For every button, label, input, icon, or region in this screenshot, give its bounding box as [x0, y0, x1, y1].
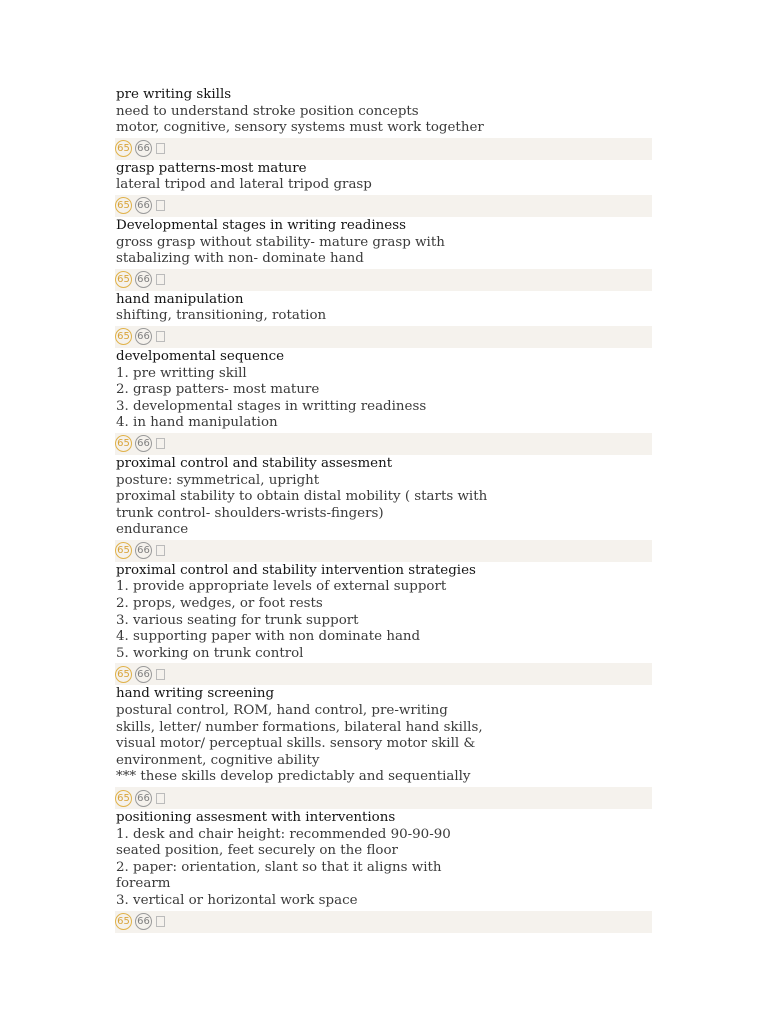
card-definition-line: visual motor/ perceptual skills. sensory motor skill &: [116, 736, 476, 752]
page-badge-65: 65: [115, 140, 132, 157]
card-definition-line: endurance: [116, 522, 189, 538]
flashcard: [0, 563, 768, 686]
missing-glyph-icon: [156, 143, 165, 154]
flashcard-list: [0, 87, 768, 934]
card-definition-line: 3. developmental stages in writting readiness: [116, 398, 427, 414]
missing-glyph-icon: [156, 438, 165, 449]
page-badge-66: 66: [135, 913, 152, 930]
card-definition-line: trunk control- shoulders-wrists-fingers): [116, 505, 384, 521]
card-definition-line: 2. paper: orientation, slant so that it aligns with: [116, 859, 442, 875]
page-badge-66: 66: [135, 328, 152, 345]
card-definition-line: 1. provide appropriate levels of external support: [116, 579, 447, 595]
card-definition-line: postural control, ROM, hand control, pre-writing: [116, 703, 448, 719]
card-definition-line: shifting, transitioning, rotation: [116, 308, 327, 324]
card-definition-line: need to understand stroke position concepts: [116, 103, 419, 119]
card-term: proximal control and stability assesment: [116, 455, 393, 471]
page-badge-65: 65: [115, 328, 132, 345]
page-badge-65: 65: [115, 790, 132, 807]
page-badge-65: 65: [115, 913, 132, 930]
card-definition-line: 4. supporting paper with non dominate hand: [116, 629, 421, 645]
missing-glyph-icon: [156, 200, 165, 211]
card-definition-line: lateral tripod and lateral tripod grasp: [116, 177, 372, 193]
card-definition-line: 3. various seating for trunk support: [116, 612, 359, 628]
page-badge-66: 66: [135, 666, 152, 683]
card-action-bar: [115, 911, 652, 933]
card-definition-line: gross grasp without stability- mature grasp with: [116, 234, 445, 250]
flashcard: [0, 218, 768, 291]
flashcard: [0, 456, 768, 562]
page-badge-66: 66: [135, 790, 152, 807]
flashcard: [0, 292, 768, 348]
card-action-bar: [115, 787, 652, 809]
card-definition-line: *** these skills develop predictably and sequentially: [116, 769, 471, 785]
flashcard: [0, 161, 768, 217]
card-definition-line: posture: symmetrical, upright: [116, 472, 320, 488]
flashcard: [0, 810, 768, 933]
card-definition-line: 4. in hand manipulation: [116, 415, 278, 431]
card-term: develpomental sequence: [116, 348, 285, 364]
card-action-bar: [115, 269, 652, 291]
page-badge-66: 66: [135, 140, 152, 157]
card-definition-line: 5. working on trunk control: [116, 645, 304, 661]
page-badge-65: 65: [115, 271, 132, 288]
card-definition-line: motor, cognitive, sensory systems must work together: [116, 120, 484, 136]
missing-glyph-icon: [156, 545, 165, 556]
card-action-bar: [115, 326, 652, 348]
card-definition-line: environment, cognitive ability: [116, 752, 320, 768]
missing-glyph-icon: [156, 331, 165, 342]
flashcard: [0, 87, 768, 160]
card-action-bar: [115, 663, 652, 685]
missing-glyph-icon: [156, 916, 165, 927]
card-definition-line: 2. grasp patters- most mature: [116, 382, 320, 398]
card-term: pre writing skills: [116, 87, 232, 102]
card-definition-line: proximal stability to obtain distal mobility ( starts with: [116, 489, 488, 505]
card-definition-line: 1. desk and chair height: recommended 90-90-90: [116, 826, 451, 842]
card-definition-line: stabalizing with non- dominate hand: [116, 251, 364, 267]
card-term: proximal control and stability intervention strategies: [116, 562, 476, 578]
page-badge-66: 66: [135, 197, 152, 214]
page-badge-66: 66: [135, 542, 152, 559]
card-term: Developmental stages in writing readiness: [116, 217, 406, 233]
flashcard: [0, 349, 768, 455]
card-term: hand manipulation: [116, 291, 244, 307]
missing-glyph-icon: [156, 793, 165, 804]
card-action-bar: [115, 540, 652, 562]
card-definition-line: 3. vertical or horizontal work space: [116, 892, 358, 908]
flashcard: [0, 686, 768, 809]
card-definition-line: seated position, feet securely on the floor: [116, 843, 398, 859]
page-badge-65: 65: [115, 542, 132, 559]
card-action-bar: [115, 195, 652, 217]
page-badge-66: 66: [135, 271, 152, 288]
card-term: grasp patterns-most mature: [116, 160, 307, 176]
card-definition-line: 1. pre writting skill: [116, 365, 247, 381]
card-term: hand writing screening: [116, 686, 275, 702]
card-action-bar: [115, 138, 652, 160]
card-definition-line: 2. props, wedges, or foot rests: [116, 596, 323, 612]
page-badge-66: 66: [135, 435, 152, 452]
page-badge-65: 65: [115, 435, 132, 452]
missing-glyph-icon: [156, 274, 165, 285]
page-badge-65: 65: [115, 197, 132, 214]
card-term: positioning assesment with interventions: [116, 810, 396, 825]
card-action-bar: [115, 433, 652, 455]
missing-glyph-icon: [156, 669, 165, 680]
card-definition-line: skills, letter/ number formations, bilateral hand skills,: [116, 719, 483, 735]
card-definition-line: forearm: [116, 876, 171, 892]
page-badge-65: 65: [115, 666, 132, 683]
